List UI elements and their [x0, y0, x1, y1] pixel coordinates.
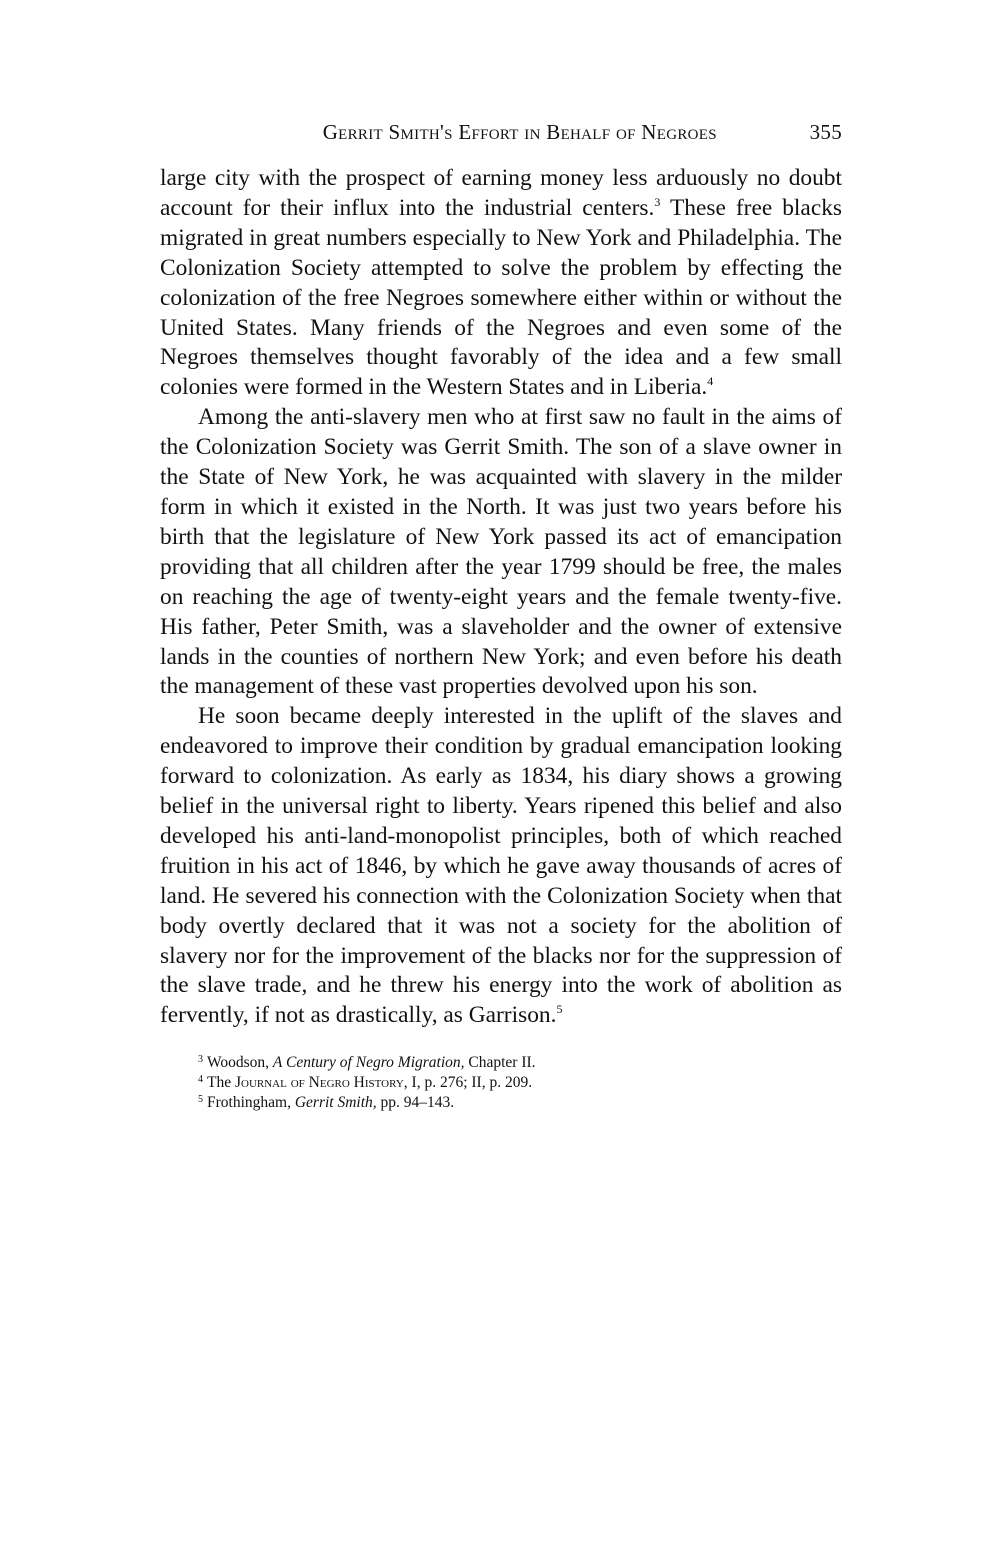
footnote-author: The — [207, 1074, 235, 1092]
footnote-author: Frothingham, — [207, 1094, 295, 1112]
footnote-number: 3 — [198, 1054, 203, 1066]
footnote-number: 4 — [198, 1074, 203, 1086]
footnote-detail: pp. 94–143. — [376, 1094, 455, 1112]
paragraph-text: large city with the prospect of earning money less arduously no doubt account for their influx into the industrial centers. — [160, 165, 842, 221]
paragraph-3 — [160, 702, 842, 1031]
footnote — [198, 1073, 842, 1093]
paragraph-text: Among the anti-slavery men who at first saw no fault in the aims of the Colonization Society was Gerrit Smith. The son of a slave owner in the State of New York, he was acquainted with slavery in the milder form in which it existed in the North. It was just two years before his birth that the legislature of New York passed its act of emancipation providing that all children after the year 1799 should be free, the males on reaching the age of twenty-eight years and the female twenty-five. His father, Peter Smith, was a slaveholder and the owner of extensive lands in the counties of northern New York; and even before his death the management of these vast properties devolved upon his son. — [160, 404, 842, 700]
footnote-detail: I, p. 276; II, p. 209. — [407, 1074, 533, 1092]
paragraph-2 — [160, 403, 842, 702]
body-text — [160, 164, 842, 1031]
footnote-author: Woodson, — [207, 1054, 273, 1072]
running-title: Gerrit Smith's Effort in Behalf of Negroes — [322, 120, 717, 144]
paragraph-text: He soon became deeply interested in the uplift of the slaves and endeavored to improve their condition by gradual emancipation looking forward to colonization. As early as 1834, his diary shows a growing belief in the universal right to liberty. Years ripened this belief and also developed his anti-land-monopolist principles, both of which reached fruition in his act of 1846, by which he gave away thousands of acres of land. He severed his connection with the Colonization Society when that body overtly declared that it was not a society for the abolition of slavery nor for the improvement of the blacks nor for the suppression of the slave trade, and he threw his energy into the work of abolition as fervently, if not as drastically, as Garrison. — [160, 703, 842, 1029]
page-number: 355 — [809, 120, 842, 144]
footnote-number: 5 — [198, 1094, 203, 1106]
document-page — [160, 120, 842, 1113]
footnote-ref[interactable]: 4 — [707, 374, 714, 389]
footnote — [198, 1093, 842, 1113]
footnote-ref[interactable]: 3 — [654, 194, 661, 209]
footnote-title: Gerrit Smith, — [294, 1094, 377, 1112]
paragraph-text: These free blacks migrated in great numbers especially to New York and Philadelphia. The Colonization Society attempted to solve the problem by effecting the colonization of the free Negroes somewhere either within or without the United States. Many friends of the Negroes and even some of the Negroes themselves thought favorably of the idea and a few small colonies were formed in the Western States and in Liberia. — [160, 194, 842, 401]
footnote — [198, 1053, 842, 1073]
paragraph-1 — [160, 164, 842, 403]
footnotes — [160, 1053, 842, 1113]
footnote-title: Journal of Negro History, — [234, 1074, 408, 1092]
footnote-ref[interactable]: 5 — [556, 1002, 563, 1017]
running-header — [160, 120, 842, 164]
footnote-title: A Century of Negro Migration, — [272, 1054, 465, 1072]
footnote-detail: Chapter II. — [464, 1054, 536, 1072]
